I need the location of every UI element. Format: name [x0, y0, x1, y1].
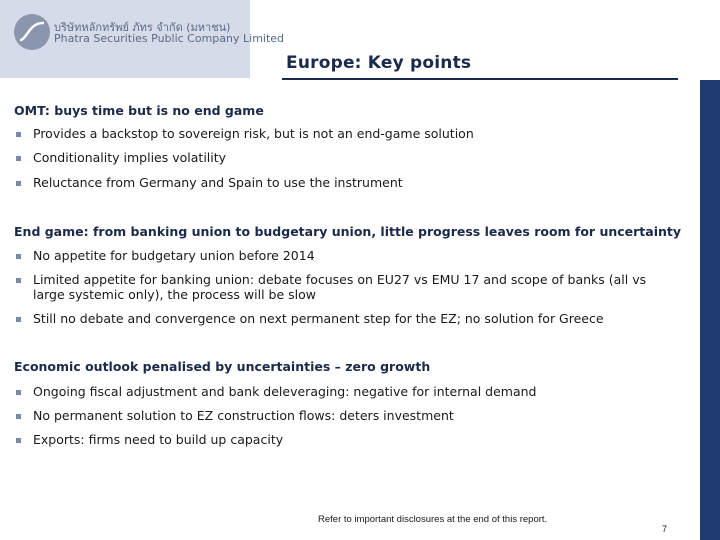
logo-thai-name: บริษัทหลักทรัพย์ ภัทร จำกัด (มหาชน) — [54, 21, 231, 34]
bullet-item — [16, 126, 676, 141]
bullet-marker-icon — [16, 278, 21, 283]
disclosure-note: Refer to important disclosures at the end of this report. — [318, 514, 548, 525]
bullet-item — [16, 248, 676, 263]
bullet-marker-icon — [16, 414, 21, 419]
bullet-marker-icon — [16, 317, 21, 322]
bullet-item — [16, 384, 676, 399]
bullet-text: No appetite for budgetary union before 2014 — [33, 248, 315, 263]
bullet-item — [16, 311, 676, 326]
logo-english-name: Phatra Securities Public Company Limited — [54, 32, 285, 45]
bullet-text: Provides a backstop to sovereign risk, but is not an end-game solution — [33, 126, 474, 141]
page-title: Europe: Key points — [286, 53, 472, 73]
title-underline — [282, 78, 678, 80]
bullet-marker-icon — [16, 390, 21, 395]
bullet-text: No permanent solution to EZ construction flows: deters investment — [33, 408, 454, 423]
section-heading-end-game: End game: from banking union to budgetary union, little progress leaves room for uncertainty — [14, 224, 682, 239]
bullet-text: Still no debate and convergence on next permanent step for the EZ; no solution for Greece — [33, 311, 604, 326]
bullet-item — [16, 408, 676, 423]
bullet-marker-icon — [16, 156, 21, 161]
logo-circle-icon — [13, 13, 51, 51]
company-logo — [0, 0, 285, 78]
right-accent-bar — [700, 80, 720, 540]
bullet-item — [16, 432, 676, 447]
bullet-marker-icon — [16, 181, 21, 186]
bullet-item — [16, 272, 676, 302]
bullet-text: Limited appetite for banking union: debate focuses on EU27 vs EMU 17 and scope of banks (all vs large systemic only), the process will be slow — [33, 272, 647, 302]
bullet-text: Conditionality implies volatility — [33, 150, 227, 165]
bullet-marker-icon — [16, 438, 21, 443]
bullet-text: Exports: firms need to build up capacity — [33, 432, 284, 447]
bullet-item — [16, 150, 676, 165]
bullet-marker-icon — [16, 254, 21, 259]
bullet-marker-icon — [16, 132, 21, 137]
bullet-text: Reluctance from Germany and Spain to use the instrument — [33, 175, 403, 190]
page-number: 7 — [662, 524, 668, 534]
bullet-text: Ongoing fiscal adjustment and bank deleveraging: negative for internal demand — [33, 384, 537, 399]
section-heading-economic-outlook: Economic outlook penalised by uncertainties – zero growth — [14, 359, 431, 374]
section-heading-omt: OMT: buys time but is no end game — [14, 103, 264, 118]
bullet-item — [16, 175, 676, 190]
